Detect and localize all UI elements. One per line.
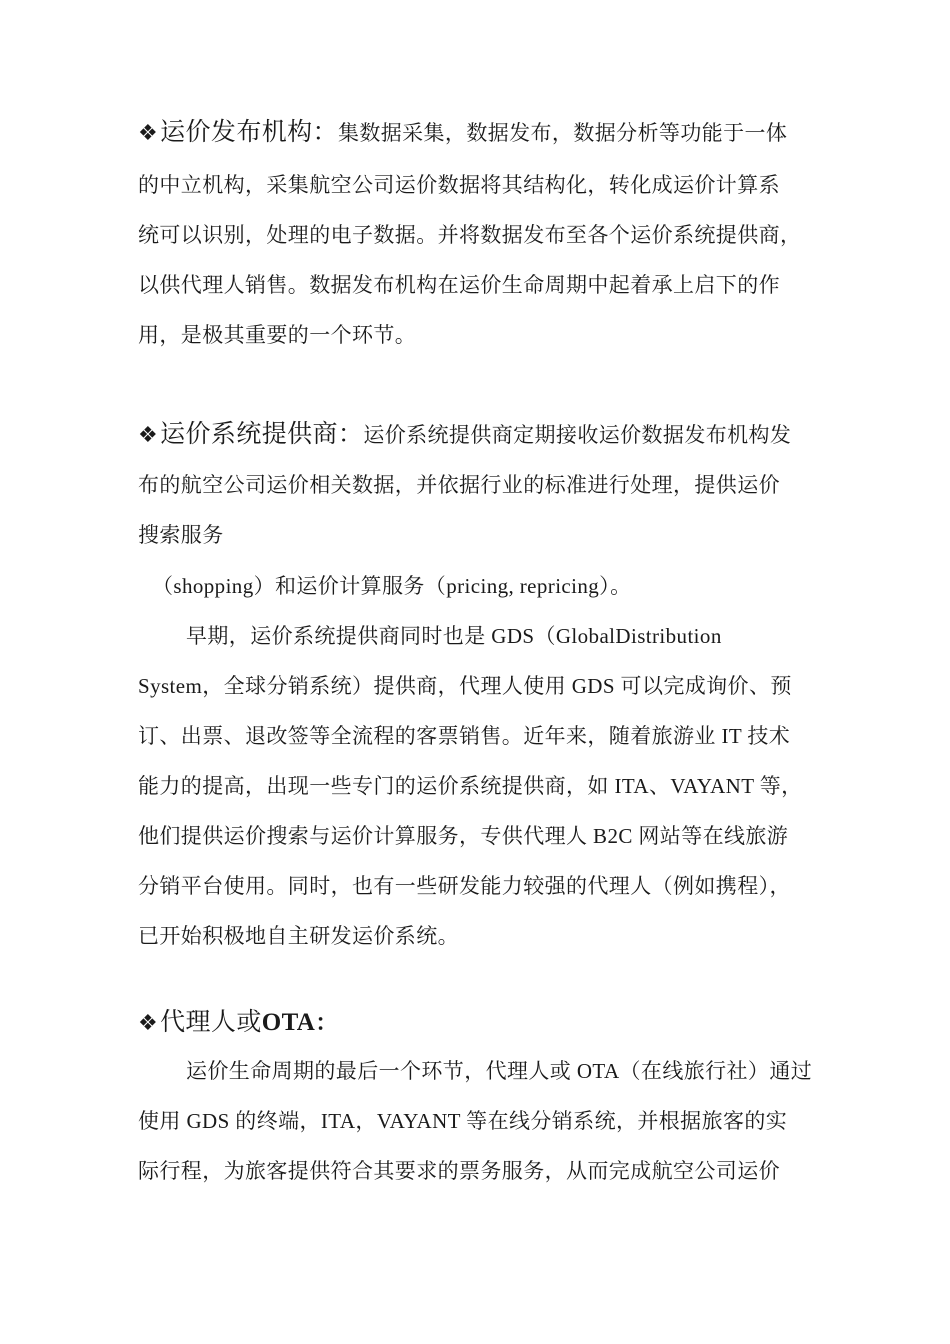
- section-2-line-1: 布的航空公司运价相关数据，并依据行业的标准进行处理，提供运价: [138, 473, 780, 497]
- section-2-term: 运价系统提供商：: [160, 421, 364, 448]
- section-3-term: 代理人或: [160, 1009, 262, 1036]
- section-2-heading-line: [138, 420, 791, 450]
- section-3-term-bold: OTA: [261, 1009, 316, 1036]
- section-1-heading-line: [138, 118, 787, 148]
- section-1-line-2: 统可以识别，处理的电子数据。并将数据发布至各个运价系统提供商，: [138, 223, 802, 247]
- diamond-bullet-icon: ❖: [138, 422, 159, 447]
- section-1-line-4: 用，是极其重要的一个环节。: [138, 323, 417, 347]
- section-3-line-2: 际行程，为旅客提供符合其要求的票务服务，从而完成航空公司运价: [138, 1159, 780, 1183]
- section-1-line-0: 集数据采集，数据发布，数据分析等功能于一体: [337, 121, 788, 145]
- section-2-line-4: 早期，运价系统提供商同时也是 GDS（GlobalDistribution: [186, 624, 722, 648]
- section-2-line-9: 分销平台使用。同时，也有一些研发能力较强的代理人（例如携程），: [138, 874, 791, 898]
- diamond-bullet-icon: ❖: [138, 120, 159, 145]
- section-2-line-10: 已开始积极地自主研发运价系统。: [138, 924, 459, 948]
- section-1-line-3: 以供代理人销售。数据发布机构在运价生命周期中起着承上启下的作: [138, 273, 780, 297]
- section-2-line-3: （shopping）和运价计算服务（pricing, repricing）。: [152, 574, 632, 598]
- section-3-term-colon: ：: [315, 1010, 339, 1035]
- section-3-line-1: 使用 GDS 的终端，ITA，VAYANT 等在线分销系统，并根据旅客的实: [138, 1109, 788, 1133]
- section-3-line-0: 运价生命周期的最后一个环节，代理人或 OTA（在线旅行社）通过: [186, 1059, 813, 1083]
- section-1-line-1: 的中立机构，采集航空公司运价数据将其结构化，转化成运价计算系: [138, 173, 780, 197]
- section-2-line-7: 能力的提高，出现一些专门的运价系统提供商，如 ITA、VAYANT 等，: [138, 774, 803, 798]
- section-1-term: 运价发布机构：: [160, 119, 338, 146]
- section-2-line-5: System，全球分销系统）提供商，代理人使用 GDS 可以完成询价、预: [138, 674, 792, 698]
- section-2-line-2: 搜索服务: [138, 523, 224, 547]
- section-2-line-0: 运价系统提供商定期接收运价数据发布机构发: [363, 423, 792, 447]
- section-3-heading-line: [138, 1008, 339, 1038]
- section-2-line-6: 订、出票、退改签等全流程的客票销售。近年来，随着旅游业 IT 技术: [138, 724, 791, 748]
- diamond-bullet-icon: ❖: [138, 1010, 159, 1035]
- section-2-line-8: 他们提供运价搜索与运价计算服务，专供代理人 B2C 网站等在线旅游: [138, 824, 789, 848]
